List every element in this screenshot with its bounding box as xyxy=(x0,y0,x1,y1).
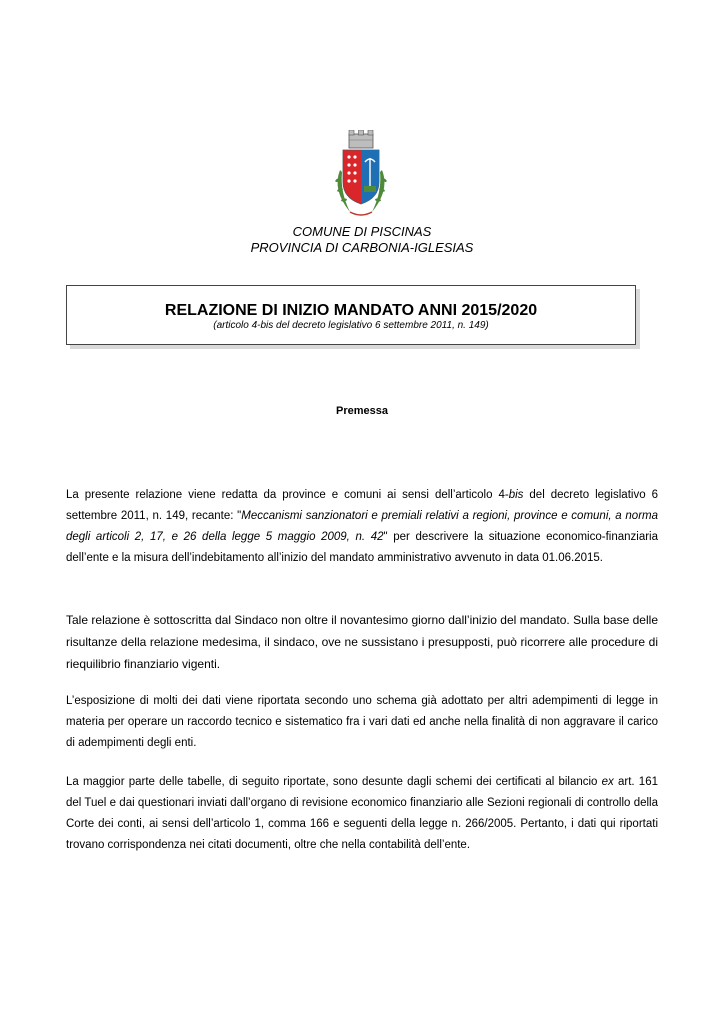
document-title: RELAZIONE DI INIZIO MANDATO ANNI 2015/2020 xyxy=(164,302,538,319)
paragraph-1: La presente relazione viene redatta da province e comuni ai sensi dell’articolo 4-bis del decreto legislativo 6 settembre 2011, n. 149, recante: "Meccanismi sanzionatori e premiali relativi a regioni, province e comuni, a norma degli articoli 2, 17, e 26 della legge 5 maggio 2009, n. 42" per descrivere la situazione economico-finanziaria dell’ente e la misura dell’indebitamento all’inizio del mandato amministrativo avvenuto in data 01.06.2015. xyxy=(66,489,658,564)
section-heading: Premessa xyxy=(336,405,388,417)
paragraph-2: Tale relazione è sottoscritta dal Sindaco non oltre il novantesimo giorno dall’inizio del mandato. Sulla base delle risultanze della relazione medesima, il sindaco, ove ne sussistano i presupposti, può ricorrere alle procedure di riequilibrio finanziario vigenti. xyxy=(66,613,658,671)
province-name: PROVINCIA DI CARBONIA-IGLESIAS xyxy=(250,240,474,255)
municipality-name: COMUNE DI PISCINAS xyxy=(292,224,432,239)
paragraph-4: La maggior parte delle tabelle, di seguito riportate, sono desunte dagli schemi dei certificati al bilancio ex art. 161 del Tuel e dai questionari inviati dall’organo di revisione economico finanziario alle Sezioni regionali di controllo della Corte dei conti, ai sensi dell’articolo 1, comma 166 e seguenti della legge n. 266/2005. Pertanto, i dati qui riportati trovano corrispondenza nei citati documenti, oltre che nella contabilità dell’ente. xyxy=(66,776,658,851)
crown-icon xyxy=(349,130,373,148)
paragraph-3: L’esposizione di molti dei dati viene riportata secondo uno schema già adottato per altri adempimenti di legge in materia per operare un raccordo tecnico e sistematico fra i vari dati ed anche nella finalità di non aggravare il carico di adempimenti degli enti. xyxy=(66,695,658,749)
coat-of-arms-logo xyxy=(328,130,394,222)
document-subtitle: (articolo 4-bis del decreto legislativo 6 settembre 2011, n. 149) xyxy=(213,320,489,331)
title-box xyxy=(66,285,636,345)
